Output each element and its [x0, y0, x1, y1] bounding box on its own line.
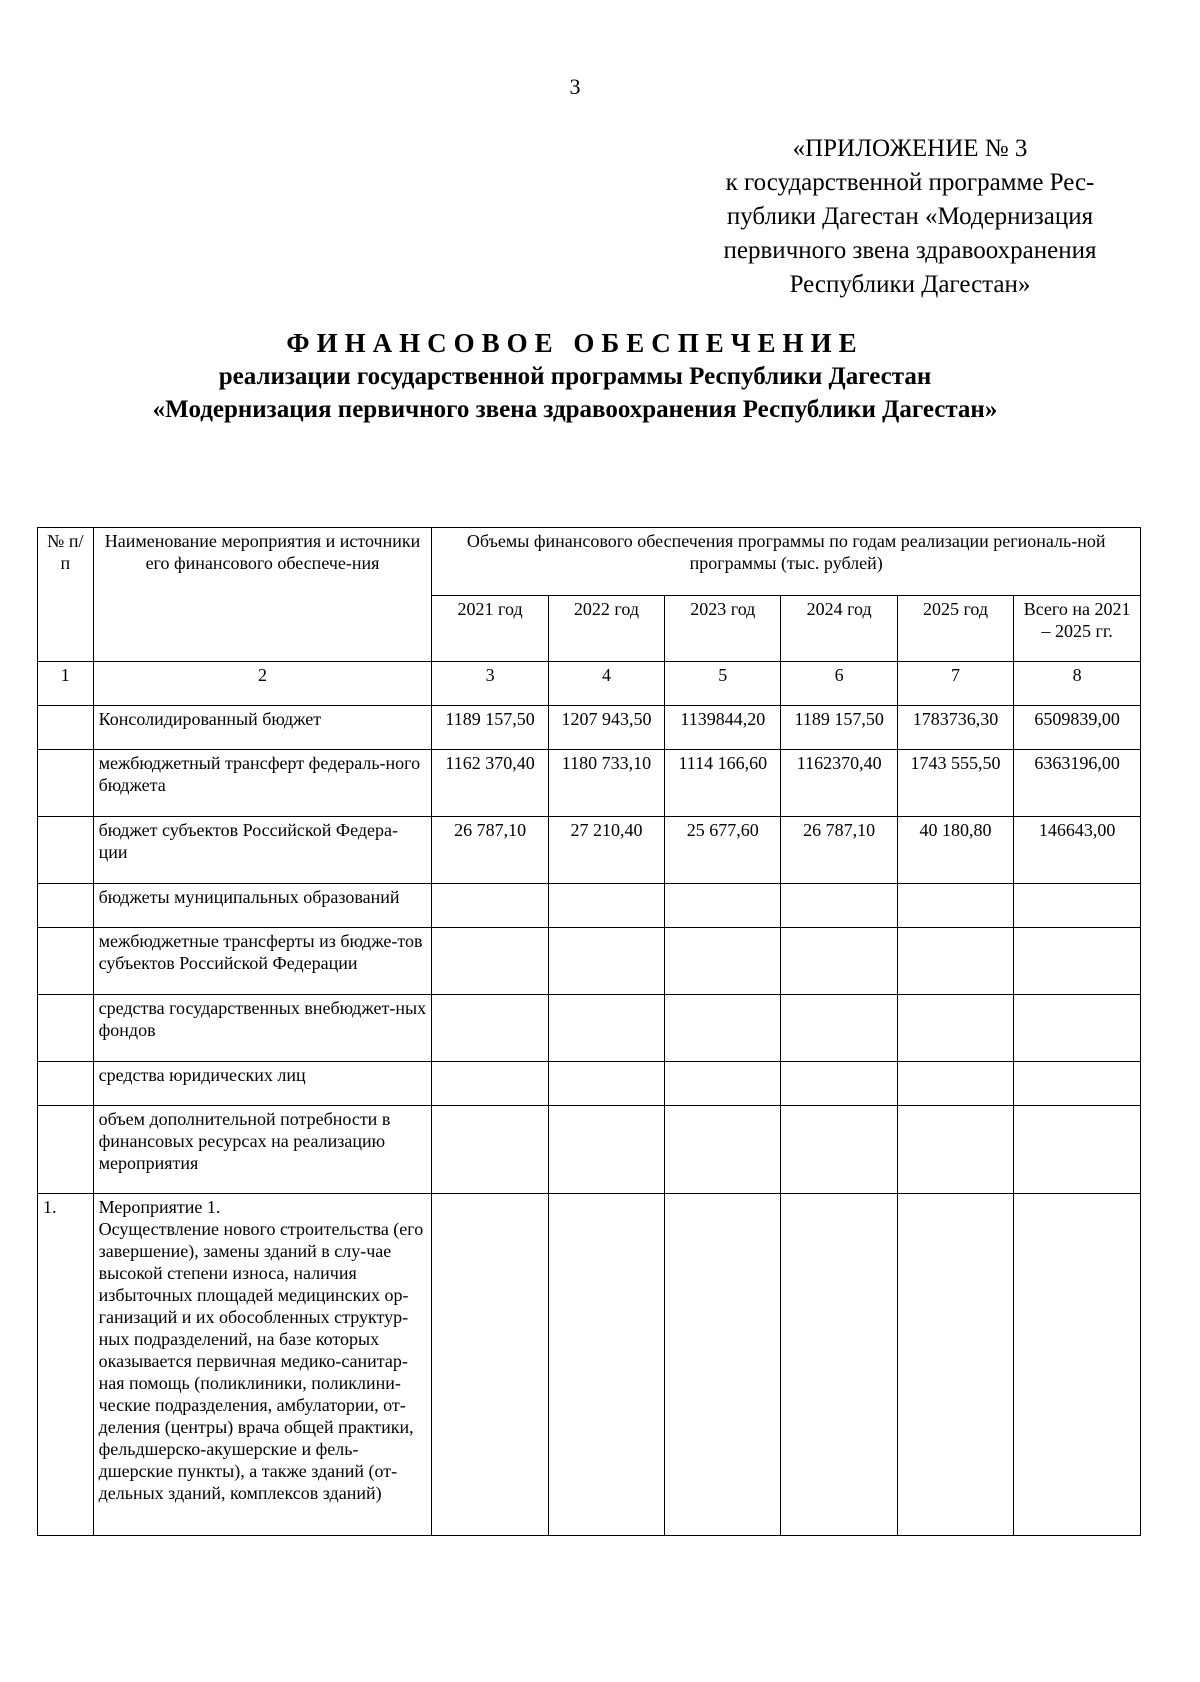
row-year-value: 27 210,40 — [548, 817, 664, 884]
row-total-value: 146643,00 — [1014, 817, 1141, 884]
header-year: 2021 год — [432, 596, 548, 662]
row-year-value — [781, 1106, 897, 1194]
row-year-value: 1162 370,40 — [432, 750, 548, 817]
row-name-text: средства государственных внебюджет-ных фондов — [98, 998, 427, 1040]
row-year-value — [897, 1106, 1013, 1194]
header-num: № п/п — [38, 528, 94, 662]
row-year-value — [665, 995, 781, 1062]
row-number: 1. — [38, 1194, 94, 1536]
row-number — [38, 928, 94, 995]
row-year-value: 1162370,40 — [781, 750, 897, 817]
row-year-value — [665, 1106, 781, 1194]
row-name-detail: Осуществление нового строительства (его завершение), замены зданий в слу-чае высокой степени износа, наличия избыточных площадей медицинских ор-ганизаций и их обособленных структур-ных подразделений, на базе которых оказывается первичная медико-санитар-ная помощь (поликлиники, поликлини-ческие подразделения, амбулатории, от-деления (центры) врача общей практики, фельдшерско-акушерские и фель-дшерские пункты), а также зданий (от-дельных зданий, комплексов зданий) — [98, 1219, 424, 1503]
row-name-text: средства юридических лиц — [98, 1065, 306, 1085]
header-volumes: Объемы финансового обеспечения программы по годам реализации региональ-ной программы (тыс. рублей) — [432, 528, 1141, 596]
row-year-value: 1189 157,50 — [432, 706, 548, 750]
table-row — [38, 1194, 1141, 1536]
row-name-text: межбюджетный трансферт федераль-ного бюджета — [98, 753, 421, 795]
row-name-text: межбюджетные трансферты из бюдже-тов субъектов Российской Федерации — [98, 931, 423, 973]
row-number — [38, 1062, 94, 1106]
row-total-value — [1014, 995, 1141, 1062]
row-year-value — [432, 928, 548, 995]
page-number: 3 — [569, 74, 581, 99]
header-year: 2022 год — [548, 596, 664, 662]
table-row — [38, 706, 1141, 750]
row-year-value — [665, 1062, 781, 1106]
header-year: 2025 год — [897, 596, 1013, 662]
row-total-value — [1014, 1194, 1141, 1536]
row-year-value — [432, 884, 548, 928]
row-year-value — [548, 928, 664, 995]
col-number: 7 — [897, 662, 1013, 706]
row-year-value — [432, 1194, 548, 1536]
row-year-value — [781, 995, 897, 1062]
row-year-value — [781, 928, 897, 995]
header-name: Наименование мероприятия и источники его финансового обеспече-ния — [93, 528, 432, 662]
table-row — [38, 1106, 1141, 1194]
title-sub-2: «Модернизация первичного звена здравоохранения Республики Дагестан» — [152, 396, 998, 423]
col-number: 1 — [38, 662, 94, 706]
row-year-value — [548, 1062, 664, 1106]
row-year-value — [432, 1062, 548, 1106]
appendix-line: Республики Дагестан» — [789, 271, 1031, 298]
row-year-value — [897, 1194, 1013, 1536]
row-total-value — [1014, 884, 1141, 928]
row-year-value — [432, 1106, 548, 1194]
row-year-value — [897, 995, 1013, 1062]
row-year-value — [781, 884, 897, 928]
header-total: Всего на 2021 – 2025 гг. — [1014, 596, 1141, 662]
row-year-value — [548, 1194, 664, 1536]
row-year-value — [665, 1194, 781, 1536]
row-name-text: объем дополнительной потребности в финансовых ресурсах на реализацию мероприятия — [98, 1109, 391, 1173]
row-year-value — [665, 928, 781, 995]
title-main: ФИНАНСОВОЕ ОБЕСПЕЧЕНИЕ — [286, 328, 864, 358]
row-number — [38, 706, 94, 750]
row-year-value — [781, 1194, 897, 1536]
table-row — [38, 928, 1141, 995]
row-year-value: 25 677,60 — [665, 817, 781, 884]
row-total-value — [1014, 1062, 1141, 1106]
row-name-text: бюджет субъектов Российской Федера-ции — [98, 820, 398, 862]
row-year-value: 1139844,20 — [665, 706, 781, 750]
row-name-text: бюджеты муниципальных образований — [98, 887, 400, 907]
financing-table — [37, 527, 1141, 1536]
appendix-header — [690, 132, 1130, 302]
row-name — [93, 928, 432, 995]
row-year-value — [897, 928, 1013, 995]
row-name — [93, 995, 432, 1062]
row-year-value — [897, 1062, 1013, 1106]
row-year-value — [548, 884, 664, 928]
col-number: 5 — [665, 662, 781, 706]
row-year-value: 26 787,10 — [432, 817, 548, 884]
row-total-value: 6509839,00 — [1014, 706, 1141, 750]
row-name-text: Мероприятие 1. — [98, 1197, 221, 1217]
row-year-value — [665, 884, 781, 928]
appendix-line: «ПРИЛОЖЕНИЕ № 3 — [792, 135, 1028, 162]
row-year-value — [781, 1062, 897, 1106]
col-number: 8 — [1014, 662, 1141, 706]
row-year-value — [897, 884, 1013, 928]
row-number — [38, 995, 94, 1062]
row-year-value: 1207 943,50 — [548, 706, 664, 750]
document-title — [0, 326, 1150, 426]
appendix-line: к государственной программе Рес- — [725, 169, 1095, 196]
col-number: 3 — [432, 662, 548, 706]
row-name — [93, 884, 432, 928]
table-row — [38, 1062, 1141, 1106]
table-row — [38, 750, 1141, 817]
row-number — [38, 884, 94, 928]
row-name — [93, 1062, 432, 1106]
row-number — [38, 1106, 94, 1194]
row-total-value — [1014, 1106, 1141, 1194]
row-name — [93, 1194, 432, 1536]
row-name — [93, 817, 432, 884]
row-year-value: 1743 555,50 — [897, 750, 1013, 817]
row-total-value — [1014, 928, 1141, 995]
row-year-value: 1189 157,50 — [781, 706, 897, 750]
row-number — [38, 817, 94, 884]
col-number: 6 — [781, 662, 897, 706]
col-number: 4 — [548, 662, 664, 706]
table-row — [38, 817, 1141, 884]
row-year-value: 40 180,80 — [897, 817, 1013, 884]
row-name — [93, 750, 432, 817]
row-name — [93, 706, 432, 750]
row-total-value: 6363196,00 — [1014, 750, 1141, 817]
row-year-value — [432, 995, 548, 1062]
row-year-value — [548, 995, 664, 1062]
title-sub-1: реализации государственной программы Республики Дагестан — [218, 363, 932, 390]
row-name — [93, 1106, 432, 1194]
row-year-value: 26 787,10 — [781, 817, 897, 884]
row-name-text: Консолидированный бюджет — [98, 709, 322, 729]
appendix-line: публики Дагестан «Модернизация — [726, 203, 1094, 230]
col-number: 2 — [93, 662, 432, 706]
row-year-value: 1180 733,10 — [548, 750, 664, 817]
table-row — [38, 884, 1141, 928]
table-row — [38, 995, 1141, 1062]
row-year-value: 1114 166,60 — [665, 750, 781, 817]
appendix-line: первичного звена здравоохранения — [723, 237, 1097, 264]
row-year-value — [548, 1106, 664, 1194]
row-year-value: 1783736,30 — [897, 706, 1013, 750]
header-year: 2023 год — [665, 596, 781, 662]
header-year: 2024 год — [781, 596, 897, 662]
row-number — [38, 750, 94, 817]
